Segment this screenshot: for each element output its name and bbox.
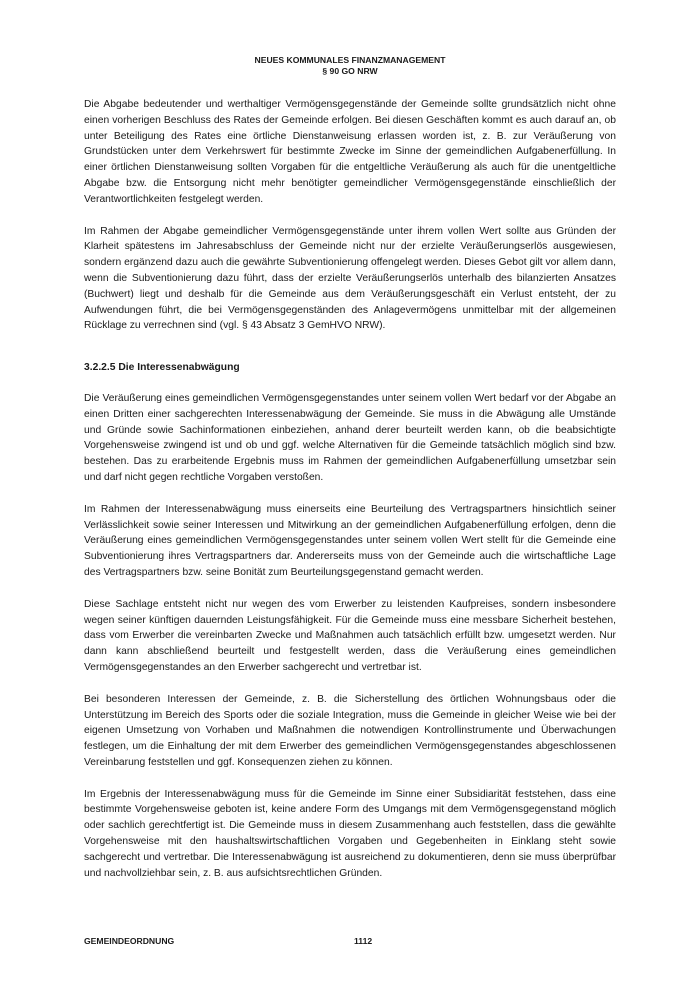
header-title: NEUES KOMMUNALES FINANZMANAGEMENT xyxy=(254,55,446,65)
header-subtitle: § 90 GO NRW xyxy=(322,66,378,76)
paragraph: Die Abgabe bedeutender und werthaltiger Vermögensgegenstände der Gemeinde sollte grundsätzlich nicht ohne einen vorherigen Beschluss des Rates der Gemeinde erfolgen. Bei diesen Geschäften kommt es auch darauf an, ob unter Beteiligung des Rates eine örtliche Dienstanweisung erlassen worden ist, z. B. zur Veräußerung von Grundstücken unter dem Verkehrswert für bestimmte Zwecke im Sinne der gemeindlichen Aufgabenerfüllung. In einer örtlichen Dienstanweisung sollten Vorgaben für die entgeltliche Veräußerung als auch für die unentgeltliche Abgabe bzw. die Entsorgung nicht mehr benötigter gemeindlicher Vermögensgegenstände einschließlich der Verantwortlichkeiten festgelegt werden. xyxy=(84,99,616,205)
page-header xyxy=(0,55,700,77)
paragraph: Im Rahmen der Interessenabwägung muss einerseits eine Beurteilung des Vertragspartners hinsichtlich seiner Verlässlichkeit sowie seiner Interessen und Mitwirkung an der gemeindlichen Aufgabenerfüllung erfolgen, denn die Veräußerung eines gemeindlichen Vermögensgegenstandes unter seinem vollen Wert stellt für die Gemeinde eine Subventionierung ihres Vertragspartners dar. Andererseits muss von der Gemeinde auch die wirtschaftliche Lage des Vertragspartners bzw. seine Bonität zum Beurteilungsgegenstand gemacht werden. xyxy=(84,503,616,578)
document-body xyxy=(84,97,616,897)
paragraph: Im Ergebnis der Interessenabwägung muss für die Gemeinde im Sinne einer Subsidiarität feststehen, dass eine bestimmte Vorgehensweise geboten ist, keine andere Form des Umgangs mit dem Vermögensgegenstand möglich oder sachlich gerechtfertigt ist. Die Gemeinde muss in diesem Zusammenhang auch feststellen, dass die gewählte Vorgehensweise mit den haushaltswirtschaftlichen Vorgaben und Gegebenheiten in Einklang steht sowie sachgerecht und vertretbar. Die Interessenabwägung ist ausreichend zu dokumentieren, denn sie muss überprüfbar und nachvollziehbar sein, z. B. aus aufsichtsrechtlichen Gründen. xyxy=(84,788,616,879)
paragraph: Die Veräußerung eines gemeindlichen Vermögensgegenstandes unter seinem vollen Wert bedarf vor der Abgabe an einen Dritten einer sachgerechten Interessenabwägung der Gemeinde. Sie muss in die Abwägung alle Umstände und Gründe sowie Sachinformationen einbeziehen, anhand derer beurteilt werden kann, ob die beabsichtigte Vorgehensweise zwingend ist und ob und ggf. welche Alternativen für die Gemeinde tatsächlich möglich sind bzw. bestehen. Das zu erarbeitende Ergebnis muss im Rahmen der gemeindlichen Aufgabenerfüllung umsetzbar sein und darf nicht gegen rechtliche Vorgaben verstoßen. xyxy=(84,392,616,483)
footer-label: GEMEINDEORDNUNG xyxy=(84,936,175,946)
paragraph: Bei besonderen Interessen der Gemeinde, z. B. die Sicherstellung des örtlichen Wohnungsbaus oder die Unterstützung im Bereich des Sports oder die soziale Integration, muss die Gemeinde in gleicher Weise wie bei der eigenen Umsetzung von Vorhaben und Maßnahmen die notwendigen Kontrollinstrumente und Überwachungen festlegen, um die Einhaltung der mit dem Erwerber des gemeindlichen Vermögensgegenstandes abgeschlossenen Vereinbarung feststellen und ggf. Konsequenzen ziehen zu können. xyxy=(84,693,616,768)
paragraph: Im Rahmen der Abgabe gemeindlicher Vermögensgegenstände unter ihrem vollen Wert sollte aus Gründen der Klarheit spätestens im Jahresabschluss der Gemeinde nicht nur der erzielte Veräußerungserlös ausgewiesen, sondern ergänzend dazu auch die gewährte Subventionierung offengelegt werden. Dieses Gebot gilt vor allem dann, wenn die Subventionierung dazu führt, dass der erzielte Veräußerungserlös unterhalb des bilanzierten Ansatzes (Buchwert) liegt und deshalb für die Gemeinde aus dem Veräußerungsgeschäft ein Verlust entsteht, der zu Aufwendungen führt, die bei Vermögensgegenständen des Anlagevermögens unmittelbar mit der allgemeinen Rücklage zu verrechnen sind (vgl. § 43 Absatz 3 GemHVO NRW). xyxy=(84,225,616,332)
page-number: 1112 xyxy=(354,936,373,946)
paragraph: Diese Sachlage entsteht nicht nur wegen des vom Erwerber zu leistenden Kaufpreises, sondern insbesondere wegen seiner künftigen dauernden Leistungsfähigkeit. Für die Gemeinde muss eine messbare Sicherheit bestehen, dass vom Erwerber die vereinbarten Zwecke und Maßnahmen auch tatsächlich erfüllt bzw. umgesetzt werden. Nur dann kann abschließend beurteilt und festgestellt werden, dass die Veräußerung eines gemeindlichen Vermögensgegenstandes an den Erwerber sachgerecht und vertretbar ist. xyxy=(84,598,616,673)
section-heading: 3.2.2.5 Die Interessenabwägung xyxy=(84,362,240,374)
